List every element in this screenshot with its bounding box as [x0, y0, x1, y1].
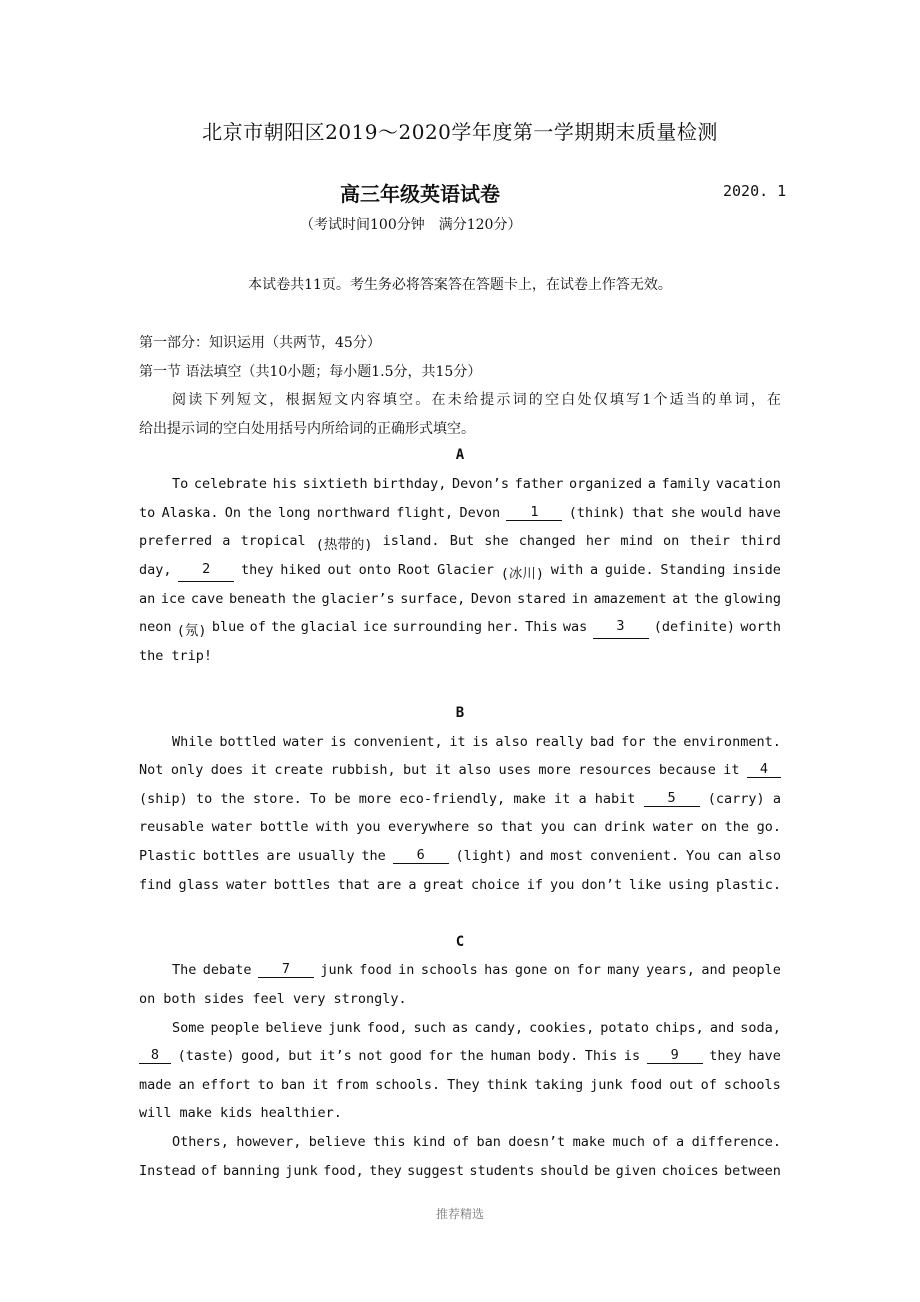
passage-word: would: [701, 505, 743, 521]
passage-word: bad: [590, 734, 615, 750]
passage-word: and: [701, 962, 726, 978]
passage-word: rubbish,: [330, 762, 396, 778]
answer-blank-7: 7: [258, 962, 314, 978]
passage-word: like: [628, 877, 662, 893]
passage-word: using: [668, 877, 710, 893]
sub-title: 高三年级英语试卷: [340, 182, 500, 206]
passage-a-line-3: [139, 533, 781, 553]
passage-word: the: [459, 1048, 484, 1064]
passage-word: cookies,: [529, 1020, 595, 1036]
passage-heading-c: C: [455, 934, 465, 950]
passage-word: the: [724, 819, 750, 835]
passage-word: flight,: [396, 505, 454, 521]
passage-word: they: [709, 1048, 742, 1064]
passage-word: of: [700, 1077, 717, 1093]
passage-word: for: [621, 734, 646, 750]
passage-word: it: [554, 791, 571, 807]
passage-word: environment.: [683, 734, 781, 750]
passage-heading-b: B: [455, 705, 465, 721]
passage-c-line-8: [139, 1163, 781, 1179]
answer-blank-9: 9: [647, 1048, 703, 1064]
passage-word: his: [272, 476, 298, 492]
passage-word: be: [334, 791, 351, 807]
passage-word: on: [553, 962, 571, 978]
passage-word: Not: [139, 762, 164, 778]
passage-b-line-3: [139, 791, 781, 807]
passage-word: with: [316, 819, 349, 835]
passage-word: a: [578, 791, 587, 807]
passage-word: to: [257, 1077, 274, 1093]
passage-word: habit: [594, 791, 636, 807]
passage-word: preferred: [139, 533, 213, 549]
passage-word: of: [452, 1134, 470, 1150]
passage-heading-a: A: [455, 447, 465, 463]
passage-word: only: [170, 762, 204, 778]
passage-word: But: [449, 533, 475, 549]
passage-word: worth: [740, 619, 781, 635]
passage-word: third: [740, 533, 781, 549]
passage-word: cave: [190, 591, 224, 607]
passage-word: as: [452, 1020, 469, 1036]
passage-b-line-2: [139, 762, 781, 778]
passage-word: Instead: [139, 1163, 196, 1179]
passage-word: food: [359, 962, 392, 978]
passage-word: strongly.: [333, 991, 407, 1007]
passage-word: with: [550, 562, 584, 578]
passage-word: for: [428, 1048, 453, 1064]
passage-word: create: [274, 762, 324, 778]
passage-word: glacier’s: [321, 591, 395, 607]
passage-word: a: [589, 562, 599, 578]
passage-word: they: [369, 1163, 402, 1179]
passage-word: (definite): [653, 619, 736, 635]
passage-word: a: [772, 791, 781, 807]
passage-word: day,: [139, 562, 172, 578]
passage-word: doesn’t: [508, 1134, 566, 1150]
passage-word: surface,: [400, 591, 466, 607]
passage-word: ice: [362, 619, 388, 635]
passage-word: to: [139, 505, 156, 521]
passage-word: make: [179, 1105, 213, 1121]
answer-blank-6: 6: [393, 848, 449, 864]
passage-word: also: [458, 762, 492, 778]
passage-word: on: [139, 991, 156, 1007]
passage-word: birthday,: [373, 476, 447, 492]
passage-word: and: [709, 1020, 735, 1036]
passage-b-line-4: [139, 819, 781, 835]
passage-word: organized: [568, 476, 643, 492]
passage-word: most: [550, 848, 583, 864]
passage-word: glowing: [724, 591, 781, 607]
passage-word: much: [612, 1134, 645, 1150]
passage-c-line-6: [139, 1105, 781, 1121]
passage-word: but: [288, 1048, 313, 1064]
passage-word: (taste): [177, 1048, 235, 1064]
passage-word: neon: [139, 619, 172, 635]
passage-word: blue: [211, 619, 245, 635]
exam-info: （考试时间100分钟 满分120分）: [300, 217, 522, 233]
passage-word: chips,: [655, 1020, 704, 1036]
passage-a-line-1: [172, 476, 781, 492]
passage-word: believe: [308, 1134, 366, 1150]
passage-word: their: [689, 533, 731, 549]
passage-word: her.: [487, 619, 520, 635]
passage-word: can: [717, 848, 742, 864]
passage-word: have: [748, 1048, 781, 1064]
passage-c-line-4: [139, 1048, 781, 1064]
passage-word: glacial: [300, 619, 358, 635]
passage-word: Devon’s: [452, 476, 509, 492]
passage-word: drink: [604, 819, 646, 835]
passage-word: bottle: [259, 819, 309, 835]
passage-word: water: [652, 819, 694, 835]
section-title: 第一节 语法填空（共10小题；每小题1.5分，共15分）: [139, 364, 482, 380]
passage-word: stared: [517, 591, 566, 607]
passage-word: reusable: [139, 819, 205, 835]
passage-word: schools: [420, 962, 478, 978]
passage-word: tropical: [240, 533, 306, 549]
passage-word: Some: [172, 1020, 205, 1036]
passage-word: is: [623, 1048, 641, 1064]
passage-c-line-1: [172, 962, 781, 978]
passage-word: are: [266, 848, 291, 864]
passage-word: feel: [252, 991, 285, 1007]
passage-word: and: [519, 848, 544, 864]
passage-word: will: [139, 1105, 172, 1121]
passage-word: good: [389, 1048, 422, 1064]
passage-word: human: [490, 1048, 531, 1064]
passage-word: the: [291, 591, 316, 607]
passage-word: find: [139, 877, 172, 893]
passage-word: celebrate: [193, 476, 268, 492]
passage-word: resources: [578, 762, 652, 778]
passage-word: on: [663, 533, 680, 549]
passage-word: the: [247, 505, 272, 521]
instruction-line-2: 给出提示词的空白处用括号内所给词的正确形式填空。: [139, 421, 475, 437]
passage-a-line-5: [139, 591, 781, 607]
passage-word: from: [335, 1077, 369, 1093]
page-footer: 推荐精选: [435, 1207, 484, 1221]
passage-a-line-7: [139, 648, 781, 664]
answer-blank-3: 3: [593, 619, 649, 639]
answer-blank-4: 4: [747, 762, 781, 778]
passage-word: is: [472, 734, 489, 750]
answer-blank-1: 1: [506, 505, 562, 521]
passage-word: be: [593, 1163, 611, 1179]
passage-word: a: [222, 533, 231, 549]
passage-word: This: [584, 1048, 618, 1064]
passage-word: the: [271, 619, 296, 635]
passage-word: body.: [537, 1048, 579, 1064]
passage-word: the: [652, 734, 677, 750]
passage-c-line-7: [172, 1134, 781, 1150]
passage-word: many: [607, 962, 640, 978]
passage-word: good,: [241, 1048, 282, 1064]
passage-word: does: [210, 762, 244, 778]
passage-a-line-2: [139, 505, 781, 521]
passage-b-line-5: [139, 848, 781, 864]
answer-blank-5: 5: [644, 791, 700, 807]
passage-word: it’s: [319, 1048, 352, 1064]
passage-word: gone: [514, 962, 548, 978]
passage-word: that: [631, 505, 665, 521]
passage-word: father: [514, 476, 564, 492]
passage-word: however,: [236, 1134, 302, 1150]
passage-word: that: [500, 819, 534, 835]
passage-word: she: [484, 533, 509, 549]
passage-word: hiked: [280, 562, 321, 578]
passage-word: Devon: [470, 591, 512, 607]
passage-word: island.: [382, 533, 440, 549]
passage-c-line-2: [139, 991, 781, 1007]
passage-word: both: [163, 991, 196, 1007]
passage-word: Others,: [172, 1134, 229, 1150]
passage-word: she: [670, 505, 696, 521]
passage-word: To: [309, 791, 327, 807]
passage-word: Glacier: [437, 562, 495, 578]
passage-word: that: [337, 877, 371, 893]
passage-word: the: [361, 848, 386, 864]
passage-word: junk: [320, 962, 353, 978]
passage-word: of: [201, 1163, 218, 1179]
passage-word: junk: [285, 1163, 318, 1179]
passage-word: schools.: [375, 1077, 441, 1093]
passage-word: suggest: [407, 1163, 464, 1179]
passage-word: if: [526, 877, 544, 893]
passage-word: amazement: [593, 591, 667, 607]
passage-word: students: [469, 1163, 535, 1179]
passage-word: water: [226, 877, 267, 893]
passage-word: While: [172, 734, 213, 750]
passage-word: (think): [568, 505, 626, 521]
passage-word: not: [358, 1048, 383, 1064]
instruction-line-1: 阅读下列短文，根据短文内容填空。在未给提示词的空白处仅填写1个适当的单词，在: [172, 392, 781, 408]
passage-word: debate: [202, 962, 252, 978]
passage-word: a: [676, 1134, 685, 1150]
passage-word: They: [447, 1077, 480, 1093]
passage-word: they: [240, 562, 274, 578]
passage-word: people: [210, 1020, 260, 1036]
passage-word: it: [449, 734, 466, 750]
passage-word: changed: [518, 533, 576, 549]
passage-word: convenient.: [589, 848, 680, 864]
passage-word: store.: [252, 791, 302, 807]
passage-word: a: [408, 877, 417, 893]
answer-blank-8: 8: [139, 1048, 171, 1064]
passage-word: Root: [397, 562, 431, 578]
passage-word: taking: [534, 1077, 584, 1093]
passage-word: it: [250, 762, 267, 778]
passage-word: effort: [201, 1077, 251, 1093]
passage-c-line-3: [172, 1020, 781, 1036]
passage-word: out: [327, 562, 352, 578]
passage-word: more: [538, 762, 571, 778]
passage-word: junk: [328, 1020, 361, 1036]
passage-b-line-6: [139, 877, 781, 893]
passage-word: food: [629, 1077, 663, 1093]
passage-a-line-4: [139, 562, 781, 582]
passage-word: ice: [160, 591, 186, 607]
passage-word: uses: [498, 762, 531, 778]
passage-word: (氖): [176, 623, 207, 639]
passage-word: (ship): [139, 791, 188, 807]
passage-word: but: [403, 762, 428, 778]
passage-word: in: [571, 591, 588, 607]
passage-word: believe: [265, 1020, 323, 1036]
passage-word: was: [562, 619, 588, 635]
passage-word: years,: [646, 962, 695, 978]
passage-word: Standing: [660, 562, 726, 578]
passage-word: ban: [476, 1134, 501, 1150]
passage-word: choice: [471, 877, 520, 893]
passage-word: given: [615, 1163, 657, 1179]
passage-word: bottled: [219, 734, 277, 750]
passage-word: of: [652, 1134, 669, 1150]
passage-word: eco-friendly,: [399, 791, 506, 807]
passage-word: food,: [366, 1020, 408, 1036]
passage-word: To: [172, 476, 189, 492]
passage-word: long: [278, 505, 311, 521]
passage-word: made: [139, 1077, 172, 1093]
passage-word: glass: [178, 877, 220, 893]
passage-word: have: [748, 505, 781, 521]
passage-word: difference.: [691, 1134, 781, 1150]
passage-word: soda,: [740, 1020, 781, 1036]
passage-word: in: [398, 962, 415, 978]
passage-word: out: [669, 1077, 694, 1093]
passage-word: are: [376, 877, 402, 893]
part-title: 第一部分：知识运用（共两节，45分）: [139, 335, 381, 351]
passage-word: also: [748, 848, 781, 864]
passage-word: don’t: [581, 877, 622, 893]
passage-word: usually: [297, 848, 355, 864]
passage-word: water: [211, 819, 253, 835]
passage-word: sixtieth: [302, 476, 368, 492]
passage-word: the: [220, 791, 245, 807]
passage-word: (冰川): [500, 566, 545, 582]
passage-a-line-6: [139, 619, 781, 639]
passage-word: onto: [358, 562, 392, 578]
passage-word: it: [434, 762, 452, 778]
passage-word: can: [572, 819, 597, 835]
passage-word: at: [672, 591, 689, 607]
passage-word: to: [195, 791, 213, 807]
passage-word: Devon: [459, 505, 501, 521]
passage-word: sides: [203, 991, 245, 1007]
passage-word: the: [694, 591, 719, 607]
passage-word: healthier.: [260, 1105, 342, 1121]
passage-word: beneath: [229, 591, 286, 607]
passage-word: banning: [222, 1163, 280, 1179]
passage-word: of: [249, 619, 266, 635]
passage-word: convenient,: [353, 734, 443, 750]
passage-word: choices: [661, 1163, 719, 1179]
passage-word: bottles: [202, 848, 260, 864]
passage-word: is: [330, 734, 347, 750]
passage-word: it: [723, 762, 740, 778]
passage-word: very: [292, 991, 326, 1007]
passage-word: make: [572, 1134, 606, 1150]
exam-date: 2020. 1: [723, 182, 787, 200]
passage-word: so: [476, 819, 494, 835]
passage-word: bottles: [273, 877, 331, 893]
passage-b-line-1: [172, 734, 781, 750]
passage-word: on: [700, 819, 718, 835]
passage-word: this: [373, 1134, 406, 1150]
passage-word: On: [224, 505, 242, 521]
exam-notice: 本试卷共11页。考生务必将答案答在答题卡上，在试卷上作答无效。: [248, 277, 672, 293]
passage-word: trip!: [171, 648, 213, 664]
passage-word: you: [540, 819, 566, 835]
passage-word: This: [525, 619, 558, 635]
passage-word: inside: [732, 562, 781, 578]
passage-word: everywhere: [388, 819, 470, 835]
passage-word: northward: [316, 505, 390, 521]
passage-c-line-5: [139, 1077, 781, 1093]
passage-word: The: [172, 962, 197, 978]
passage-word: schools: [723, 1077, 781, 1093]
passage-word: such: [413, 1020, 447, 1036]
passage-word: has: [484, 962, 509, 978]
passage-word: Plastic: [139, 848, 196, 864]
passage-word: junk: [590, 1077, 623, 1093]
passage-word: kind: [412, 1134, 446, 1150]
passage-word: (carry): [707, 791, 765, 807]
passage-word: an: [178, 1077, 195, 1093]
passage-word: you: [356, 819, 381, 835]
passage-word: ban: [280, 1077, 306, 1093]
passage-word: also: [495, 734, 528, 750]
passage-word: because: [658, 762, 716, 778]
passage-word: her: [585, 533, 611, 549]
passage-word: more: [358, 791, 392, 807]
passage-word: You: [686, 848, 711, 864]
passage-word: family: [661, 476, 711, 492]
passage-word: it: [312, 1077, 329, 1093]
passage-word: you: [549, 877, 575, 893]
passage-word: guide.: [604, 562, 654, 578]
passage-word: (热带的): [315, 537, 373, 553]
passage-word: (light): [455, 848, 513, 864]
passage-word: plastic.: [715, 877, 781, 893]
passage-word: potato: [600, 1020, 650, 1036]
passage-word: between: [723, 1163, 781, 1179]
passage-word: should: [539, 1163, 589, 1179]
passage-word: kids: [220, 1105, 253, 1121]
passage-word: vacation: [715, 476, 781, 492]
passage-word: an: [139, 591, 156, 607]
passage-word: candy,: [474, 1020, 524, 1036]
passage-word: water: [282, 734, 324, 750]
passage-word: a: [647, 476, 656, 492]
passage-word: food,: [323, 1163, 364, 1179]
passage-word: the: [139, 648, 164, 664]
passage-word: really: [534, 734, 584, 750]
passage-word: for: [576, 962, 601, 978]
main-title: 北京市朝阳区2019～2020学年度第一学期期末质量检测: [202, 120, 718, 144]
passage-word: think: [486, 1077, 528, 1093]
passage-word: make: [513, 791, 546, 807]
passage-word: Alaska.: [161, 505, 219, 521]
passage-word: go.: [756, 819, 781, 835]
answer-blank-2: 2: [178, 562, 234, 582]
passage-word: people: [732, 962, 781, 978]
passage-word: mind: [620, 533, 653, 549]
passage-word: great: [423, 877, 465, 893]
passage-word: surrounding: [392, 619, 483, 635]
